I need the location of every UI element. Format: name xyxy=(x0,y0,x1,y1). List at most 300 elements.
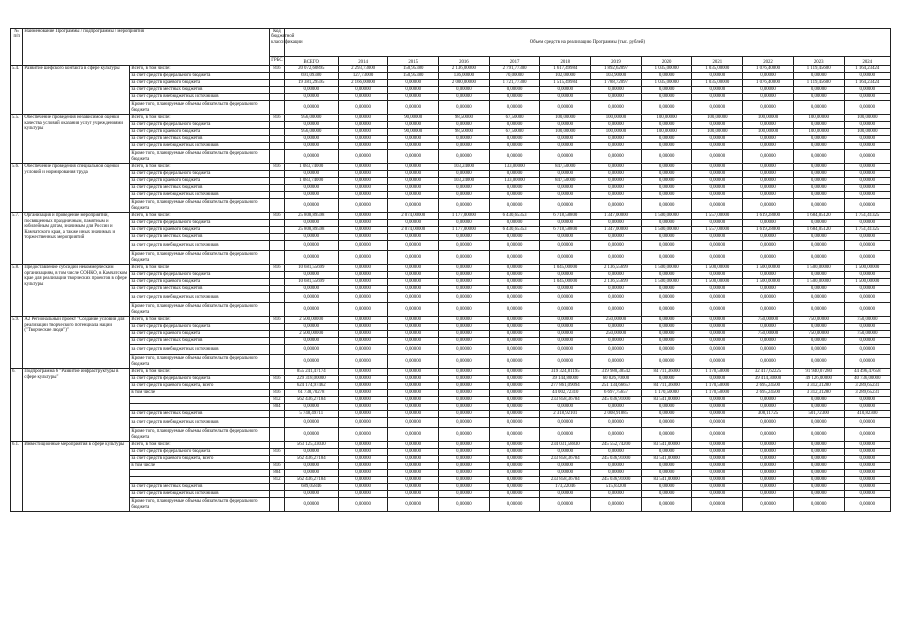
amount-year: 40 736,00000 xyxy=(844,376,890,383)
funding-source: Кроме того, планируемые объемы обязательств федерального бюджета xyxy=(130,101,270,115)
budget-code xyxy=(270,143,285,150)
amount-year: 1 164,23424 xyxy=(844,80,890,87)
amount-year: 0,00000 xyxy=(489,286,540,293)
amount-year: 0,00000 xyxy=(793,185,844,192)
amount-year: 0,00000 xyxy=(388,164,439,171)
amount-total: 0,00000 xyxy=(284,272,338,279)
amount-year: 1 035,00000 xyxy=(692,66,743,73)
amount-year: 0,00000 xyxy=(641,404,692,411)
amount-year: 0,00000 xyxy=(844,338,890,345)
budget-code: 816 xyxy=(270,463,285,470)
header-year: 2015 xyxy=(388,57,439,66)
amount-year: 0,00000 xyxy=(338,317,388,324)
amount-total: 19 381,29595 xyxy=(284,80,338,87)
amount-total: 0,00000 xyxy=(284,324,338,331)
amount-year: 0,00000 xyxy=(338,164,388,171)
amount-year: 98,50000 xyxy=(439,115,490,122)
amount-year: 0,00000 xyxy=(692,87,743,94)
amount-year: 0,00000 xyxy=(439,192,490,199)
amount-total: 562 436,27184 xyxy=(284,397,338,404)
budget-code xyxy=(270,94,285,101)
amount-year: 0,00000 xyxy=(591,498,642,512)
amount-year: 0,00000 xyxy=(489,338,540,345)
amount-year: 0,00000 xyxy=(489,136,540,143)
amount-year: 0,00000 xyxy=(743,150,794,164)
amount-year: 6 718,58800 xyxy=(540,227,591,234)
budget-code: 816 xyxy=(270,213,285,220)
funding-source: Всего, в том числе: xyxy=(130,115,270,122)
budget-code xyxy=(270,303,285,317)
header-code: Код бюджетной классификации xyxy=(270,29,285,57)
amount-year: 100,00000 xyxy=(540,115,591,122)
table-row xyxy=(11,397,891,404)
amount-year: 0,00000 xyxy=(692,286,743,293)
amount-year: 0,00000 xyxy=(338,418,388,428)
amount-year: 0,00000 xyxy=(793,150,844,164)
amount-year: 100,00000 xyxy=(844,129,890,136)
amount-year: 0,00000 xyxy=(338,324,388,331)
amount-year: 0,00000 xyxy=(692,411,743,418)
table-row xyxy=(11,265,891,272)
amount-year: 3 312,31280 xyxy=(793,390,844,397)
amount-year: 0,00000 xyxy=(844,87,890,94)
amount-year: 1 500,00000 xyxy=(641,213,692,220)
amount-year: 0,00000 xyxy=(844,449,890,456)
amount-year: 0,00000 xyxy=(540,101,591,115)
amount-year: 67,50000 xyxy=(489,115,540,122)
amount-year: 0,00000 xyxy=(388,87,439,94)
amount-year: 0,00000 xyxy=(743,484,794,491)
amount-year: 83 541,00000 xyxy=(641,442,692,449)
amount-year: 0,00000 xyxy=(743,477,794,484)
amount-year: 0,00000 xyxy=(591,293,642,303)
amount-year: 277 861,09094 xyxy=(540,383,591,390)
amount-year: 2 136,55699 xyxy=(591,279,642,286)
amount-year: 83 541,00000 xyxy=(641,477,692,484)
amount-year: 0,00000 xyxy=(692,491,743,498)
amount-year: 0,00000 xyxy=(439,345,490,355)
amount-total: 563 125,33030 xyxy=(284,442,338,449)
amount-year: 0,00000 xyxy=(641,220,692,227)
amount-year: 0,00000 xyxy=(540,317,591,324)
amount-year: 0,00000 xyxy=(793,477,844,484)
funding-source: в том числе xyxy=(130,463,270,470)
amount-year: 2 166,00000 xyxy=(338,80,388,87)
table-row xyxy=(11,178,891,185)
budget-code xyxy=(270,411,285,418)
table-row xyxy=(11,390,891,397)
amount-year: 0,00000 xyxy=(439,286,490,293)
amount-year: 0,00000 xyxy=(439,94,490,101)
table-row xyxy=(11,115,891,122)
amount-total: 0,00000 xyxy=(284,303,338,317)
amount-year: 0,00000 xyxy=(540,87,591,94)
amount-year: 245 036,91000 xyxy=(591,477,642,484)
table-row xyxy=(11,293,891,303)
amount-year: 233 858,36784 xyxy=(540,456,591,463)
amount-year: 0,00000 xyxy=(743,498,794,512)
amount-year: 0,00000 xyxy=(793,470,844,477)
amount-year: 233 858,36784 xyxy=(540,477,591,484)
amount-year: 0,00000 xyxy=(793,428,844,442)
amount-total: 0,00000 xyxy=(284,241,338,251)
amount-year: 0,00000 xyxy=(591,338,642,345)
amount-year: 0,00000 xyxy=(338,87,388,94)
amount-year: 0,00000 xyxy=(540,355,591,369)
amount-total: 0,00000 xyxy=(284,192,338,199)
amount-year: 0,00000 xyxy=(388,491,439,498)
amount-year: 0,00000 xyxy=(591,178,642,185)
amount-total: 0,00000 xyxy=(284,355,338,369)
funding-source: за счет средств краевого бюджета, всего xyxy=(130,456,270,463)
table-row xyxy=(11,143,891,150)
item-number: 5.9. xyxy=(11,317,23,369)
amount-year: 245 552,74200 xyxy=(591,442,642,449)
amount-year: 1 076,40000 xyxy=(743,80,794,87)
amount-total: 689,05846 xyxy=(284,484,338,491)
amount-year: 0,00000 xyxy=(388,411,439,418)
amount-year: 0,00000 xyxy=(388,303,439,317)
item-name: Обеспечение проведения независимой оценки качества условий оказания услуг учреждениями культуры xyxy=(23,115,130,164)
item-number: 6.1. xyxy=(11,442,23,512)
amount-year: 6 430,65353 xyxy=(489,213,540,220)
amount-total: 0,00000 xyxy=(284,286,338,293)
amount-year: 0,00000 xyxy=(489,331,540,338)
amount-year: 0,00000 xyxy=(489,470,540,477)
amount-year: 0,00000 xyxy=(439,456,490,463)
amount-year: 0,00000 xyxy=(743,397,794,404)
amount-year: 1 500,00000 xyxy=(844,279,890,286)
amount-year: 0,00000 xyxy=(844,101,890,115)
amount-year: 0,00000 xyxy=(793,192,844,199)
amount-year: 0,00000 xyxy=(641,376,692,383)
amount-year: 0,00000 xyxy=(540,286,591,293)
amount-year: 90,00000 xyxy=(388,129,439,136)
amount-year: 0,00000 xyxy=(591,251,642,265)
amount-year: 0,00000 xyxy=(489,428,540,442)
amount-year: 0,00000 xyxy=(540,94,591,101)
amount-year: 0,00000 xyxy=(338,338,388,345)
amount-year: 0,00000 xyxy=(439,355,490,369)
header-number: № п/п xyxy=(11,29,23,66)
amount-year: 0,00000 xyxy=(793,164,844,171)
amount-year: 0,00000 xyxy=(743,122,794,129)
amount-year: 0,00000 xyxy=(439,251,490,265)
budget-code xyxy=(270,484,285,491)
amount-year: 0,00000 xyxy=(439,220,490,227)
amount-year: 0,00000 xyxy=(540,470,591,477)
amount-year: 0,00000 xyxy=(540,293,591,303)
table-row xyxy=(11,470,891,477)
amount-year: 0,00000 xyxy=(743,101,794,115)
amount-year: 100,00000 xyxy=(844,115,890,122)
funding-source: за счет средств местных бюджетов xyxy=(130,185,270,192)
amount-year: 0,00000 xyxy=(439,185,490,192)
amount-year: 0,00000 xyxy=(338,390,388,397)
amount-year: 0,00000 xyxy=(540,272,591,279)
amount-year: 0,00000 xyxy=(338,227,388,234)
amount-year: 0,00000 xyxy=(338,129,388,136)
amount-year: 49 126,00000 xyxy=(793,376,844,383)
amount-year: 0,00000 xyxy=(489,456,540,463)
amount-year: 0,00000 xyxy=(439,171,490,178)
amount-total: 0,00000 xyxy=(284,338,338,345)
amount-year: 2 695,24500 xyxy=(743,383,794,390)
amount-year: 0,00000 xyxy=(793,286,844,293)
funding-source: за счет средств федерального бюджета xyxy=(130,449,270,456)
amount-year: 0,00000 xyxy=(793,324,844,331)
amount-year: 0,00000 xyxy=(793,456,844,463)
amount-year: 0,00000 xyxy=(692,331,743,338)
amount-year: 0,00000 xyxy=(591,94,642,101)
amount-year: 0,00000 xyxy=(692,470,743,477)
budget-code: 816 xyxy=(270,317,285,324)
amount-year: 0,00000 xyxy=(338,286,388,293)
amount-year: 0,00000 xyxy=(743,324,794,331)
funding-source: за счет средств внебюджетных источников xyxy=(130,418,270,428)
amount-year: 0,00000 xyxy=(388,101,439,115)
header-name: Наименование Программы / подпрограммы / мероприятия xyxy=(23,29,270,66)
amount-year: 0,00000 xyxy=(844,324,890,331)
budget-code xyxy=(270,272,285,279)
amount-year: 1 617,49984 xyxy=(540,66,591,73)
amount-year: 0,00000 xyxy=(388,136,439,143)
amount-year: 0,00000 xyxy=(439,498,490,512)
budget-code xyxy=(270,286,285,293)
amount-year: 0,00000 xyxy=(692,143,743,150)
amount-total: 0,00000 xyxy=(284,470,338,477)
amount-year: 0,00000 xyxy=(844,143,890,150)
amount-year: 2 791,77300 xyxy=(489,66,540,73)
amount-year: 0,00000 xyxy=(591,171,642,178)
table-row xyxy=(11,150,891,164)
table-row xyxy=(11,213,891,220)
table-row xyxy=(11,129,891,136)
amount-year: 2 318,92101 xyxy=(540,411,591,418)
amount-year: 1 170,50000 xyxy=(641,390,692,397)
amount-year: 0,00000 xyxy=(641,470,692,477)
amount-total: 0,00000 xyxy=(284,404,338,411)
amount-total: 25 808,89598 xyxy=(284,213,338,220)
amount-year: 0,00000 xyxy=(388,498,439,512)
budget-code: 812 xyxy=(270,477,285,484)
amount-year: 0,00000 xyxy=(540,171,591,178)
amount-year: 308,11725 xyxy=(743,411,794,418)
amount-year: 0,00000 xyxy=(743,303,794,317)
amount-year: 0,00000 xyxy=(793,171,844,178)
funding-source: Кроме того, планируемые объемы обязательств федерального бюджета xyxy=(130,303,270,317)
amount-year: 0,00000 xyxy=(439,383,490,390)
amount-year: 0,00000 xyxy=(844,234,890,241)
budget-code xyxy=(270,171,285,178)
funding-source: за счет средств краевого бюджета, всего xyxy=(130,383,270,390)
amount-year: 0,00000 xyxy=(439,279,490,286)
amount-total: 562 436,27184 xyxy=(284,477,338,484)
amount-year: 0,00000 xyxy=(540,303,591,317)
amount-year: 750,00000 xyxy=(743,331,794,338)
amount-year: 0,00000 xyxy=(388,484,439,491)
amount-year: 0,00000 xyxy=(743,185,794,192)
amount-year: 1 035,00000 xyxy=(692,80,743,87)
amount-year: 0,00000 xyxy=(692,272,743,279)
budget-code: 816 xyxy=(270,390,285,397)
amount-year: 0,00000 xyxy=(338,355,388,369)
amount-year: 0,00000 xyxy=(388,428,439,442)
table-row xyxy=(11,463,891,470)
amount-year: 0,00000 xyxy=(489,171,540,178)
table-row xyxy=(11,220,891,227)
amount-year: 0,00000 xyxy=(388,442,439,449)
amount-year: 1 177,00000 xyxy=(439,213,490,220)
header-year: 2024 xyxy=(844,57,890,66)
amount-year: 100,00000 xyxy=(692,115,743,122)
amount-year: 0,00000 xyxy=(692,355,743,369)
amount-year: 0,00000 xyxy=(743,345,794,355)
amount-year: 1 500,00000 xyxy=(692,279,743,286)
amount-year: 100,00000 xyxy=(793,115,844,122)
amount-year: 0,00000 xyxy=(743,192,794,199)
funding-source: за счет средств местных бюджетов xyxy=(130,338,270,345)
amount-year: 0,00000 xyxy=(844,164,890,171)
amount-total: 0,00000 xyxy=(284,498,338,512)
table-row xyxy=(11,192,891,199)
amount-total: 0,00000 xyxy=(284,150,338,164)
amount-total: 0,00000 xyxy=(284,234,338,241)
funding-source: Всего, в том числе: xyxy=(130,213,270,220)
amount-year: 0,00000 xyxy=(489,192,540,199)
amount-year: 0,00000 xyxy=(641,185,692,192)
table-row xyxy=(11,171,891,178)
amount-year: 0,00000 xyxy=(489,484,540,491)
amount-total: 0,00000 xyxy=(284,122,338,129)
amount-year: 0,00000 xyxy=(793,442,844,449)
amount-total: 10 681,55699 xyxy=(284,265,338,272)
budget-code xyxy=(270,234,285,241)
amount-year: 0,00000 xyxy=(439,136,490,143)
amount-year: 0,00000 xyxy=(743,143,794,150)
header-year: 2023 xyxy=(793,57,844,66)
amount-year: 0,00000 xyxy=(641,122,692,129)
amount-total: 0,00000 xyxy=(284,345,338,355)
amount-year: 0,00000 xyxy=(692,303,743,317)
header-year: 2014 xyxy=(338,57,388,66)
header-year: 2019 xyxy=(591,57,642,66)
amount-year: 0,00000 xyxy=(844,484,890,491)
funding-source: за счет средств федерального бюджета xyxy=(130,220,270,227)
amount-year: 3 289,65231 xyxy=(844,383,890,390)
item-number: 5.8. xyxy=(11,265,23,317)
amount-year: 0,00000 xyxy=(388,178,439,185)
budget-code xyxy=(270,418,285,428)
amount-year: 0,00000 xyxy=(439,101,490,115)
amount-year: 0,00000 xyxy=(388,397,439,404)
amount-year: 0,00000 xyxy=(692,185,743,192)
budget-code: 804 xyxy=(270,470,285,477)
table-row xyxy=(11,136,891,143)
amount-year: 0,00000 xyxy=(641,101,692,115)
budget-code xyxy=(270,428,285,442)
amount-year: 0,00000 xyxy=(743,442,794,449)
amount-year: 0,00000 xyxy=(388,220,439,227)
amount-year: 0,00000 xyxy=(439,428,490,442)
amount-year: 6 430,65353 xyxy=(489,227,540,234)
amount-year: 0,00000 xyxy=(338,279,388,286)
amount-year: 0,00000 xyxy=(338,369,388,376)
table-row xyxy=(11,324,891,331)
amount-year: 0,00000 xyxy=(692,404,743,411)
amount-year: 0,00000 xyxy=(540,324,591,331)
amount-year: 0,00000 xyxy=(439,491,490,498)
amount-year: 0,00000 xyxy=(439,369,490,376)
funding-source: за счет средств местных бюджетов xyxy=(130,286,270,293)
amount-year: 1 500,00000 xyxy=(844,265,890,272)
amount-year: 0,00000 xyxy=(641,164,692,171)
amount-year: 0,00000 xyxy=(692,150,743,164)
amount-year: 0,00000 xyxy=(591,324,642,331)
item-number: 5.5. xyxy=(11,115,23,164)
amount-year: 0,00000 xyxy=(844,404,890,411)
amount-year: 0,00000 xyxy=(692,164,743,171)
funding-source: Кроме того, планируемые объемы обязательств федерального бюджета xyxy=(130,199,270,213)
amount-year: 0,00000 xyxy=(439,449,490,456)
amount-total: 956,00000 xyxy=(284,115,338,122)
table-row xyxy=(11,484,891,491)
amount-year: 0,00000 xyxy=(591,87,642,94)
amount-year: 0,00000 xyxy=(338,136,388,143)
amount-year: 0,00000 xyxy=(591,150,642,164)
funding-source: за счет средств краевого бюджета xyxy=(130,80,270,87)
budget-code xyxy=(270,220,285,227)
header-volume: Объем средств на реализацию Программы (тыс. рублей) xyxy=(284,29,890,57)
amount-year: 0,00000 xyxy=(793,449,844,456)
amount-year: 0,00000 xyxy=(489,449,540,456)
amount-year: 0,00000 xyxy=(338,94,388,101)
amount-year: 0,00000 xyxy=(793,251,844,265)
amount-year: 0,00000 xyxy=(439,317,490,324)
amount-year: 0,00000 xyxy=(692,241,743,251)
amount-year: 0,00000 xyxy=(591,101,642,115)
table-row xyxy=(11,418,891,428)
amount-year: 1 035,00000 xyxy=(641,80,692,87)
amount-year: 0,00000 xyxy=(338,150,388,164)
amount-total: 0,00000 xyxy=(284,171,338,178)
table-row xyxy=(11,94,891,101)
amount-total: 2 500,00000 xyxy=(284,331,338,338)
amount-year: 250,00000 xyxy=(591,331,642,338)
budget-code xyxy=(270,456,285,463)
amount-year: 0,00000 xyxy=(388,293,439,303)
amount-year: 0,00000 xyxy=(338,199,388,213)
amount-year: 0,00000 xyxy=(388,470,439,477)
amount-year: 32 417,62225 xyxy=(743,369,794,376)
amount-year: 0,00000 xyxy=(692,171,743,178)
amount-year: 0,00000 xyxy=(388,171,439,178)
amount-year: 0,00000 xyxy=(641,498,692,512)
amount-year: 0,00000 xyxy=(338,428,388,442)
amount-year: 0,00000 xyxy=(844,220,890,227)
amount-year: 250,00000 xyxy=(591,317,642,324)
amount-year: 0,00000 xyxy=(338,122,388,129)
amount-year: 44 002,72310 xyxy=(540,390,591,397)
amount-year: 0,00000 xyxy=(844,94,890,101)
amount-year: 100,00000 xyxy=(540,129,591,136)
amount-year: 0,00000 xyxy=(540,463,591,470)
amount-year: 245 036,91000 xyxy=(591,397,642,404)
amount-year: 0,00000 xyxy=(844,122,890,129)
amount-year: 0,00000 xyxy=(540,185,591,192)
amount-year: 0,00000 xyxy=(641,136,692,143)
table-body xyxy=(11,66,891,512)
